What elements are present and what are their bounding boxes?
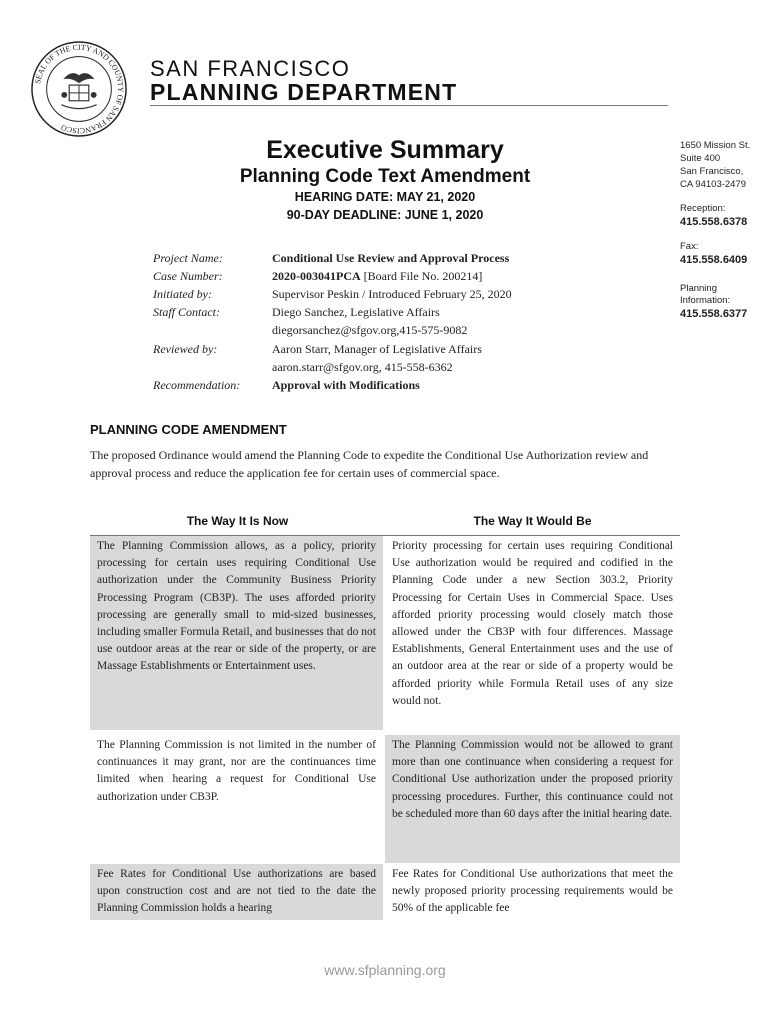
staff-contact-name: Diego Sanchez, Legislative Affairs [272, 305, 440, 319]
staff-contact-label: Staff Contact: [153, 305, 220, 319]
column-header-now: The Way It Is Now [186, 514, 289, 528]
city-seal-logo [30, 40, 128, 138]
column-header-would-be: The Way It Would Be [473, 514, 592, 528]
table-cell-would-be: Priority processing for certain uses requiring Conditional Use authorization would be required and codified in the Planning Code under a new Section 303.2, Priority Processing for Certain Uses in Commercial Space. Uses afforded priority processing would closely match those allowed under the CB3P with four differences. Massage Establishments, General Entertainment uses and the use of an outdoor area at the rear or side of a property would be afforded priority while Formula Retail uses of any size would not. [392, 540, 673, 707]
org-name-city: SAN FRANCISCO [150, 56, 351, 81]
section-heading: PLANNING CODE AMENDMENT [90, 422, 287, 437]
recommendation-label: Recommendation: [153, 378, 241, 392]
address-line-4: CA 94103-2479 [680, 179, 747, 190]
recommendation-value: Approval with Modifications [272, 378, 420, 392]
hearing-date: HEARING DATE: MAY 21, 2020 [294, 190, 476, 204]
reviewed-by-name: Aaron Starr, Manager of Legislative Affairs [272, 342, 482, 356]
fax-label: Fax: [680, 241, 699, 252]
project-name-value: Conditional Use Review and Approval Process [272, 251, 510, 265]
org-name-department: PLANNING DEPARTMENT [150, 79, 458, 105]
planning-info-label-2: Information: [680, 295, 731, 306]
fax-phone: 415.558.6409 [680, 254, 748, 266]
table-cell-would-be: The Planning Commission would not be allowed to grant more than one continuance when considering a request for Conditional Use authorization under the proposed priority processing procedures. Further, this continuance could not be scheduled more than 60 days after the initial hearing date. [385, 735, 680, 863]
planning-info-label: Planning [680, 283, 717, 294]
staff-contact-email: diegorsanchez@sfgov.org,415-575-9082 [272, 323, 468, 337]
intro-paragraph: The proposed Ordinance would amend the Planning Code to expedite the Conditional Use Authorization review and approval process and reduce the application fee for certain uses of commercial space. [90, 448, 649, 480]
planning-info-phone: 415.558.6377 [680, 308, 748, 320]
footer-url: www.sfplanning.org [324, 962, 446, 978]
table-cell-now: The Planning Commission allows, as a policy, priority processing for certain uses requiring Conditional Use authorization under the Community Business Priority Processing Program (CB3P). The uses afforded priority processing are generally small to mid-sized businesses, including smaller Formula Retail, and businesses that do not use outdoor areas at the rear or side of the property, or are Massage Establishments or Entertainment uses. [90, 536, 383, 730]
address-line-2: Suite 400 [680, 153, 721, 164]
table-cell-now: Fee Rates for Conditional Use authorizations are based upon construction cost and are not tied to the date the Planning Commission holds a hearing [90, 864, 383, 920]
address-line-1: 1650 Mission St. [680, 140, 751, 151]
table-cell-now: The Planning Commission is not limited in the number of continuances it may grant, nor are the continuances time limited when hearing a request for Conditional Use authorization under CB3P. [97, 739, 376, 803]
header-divider [150, 105, 668, 106]
case-number-value: 2020-003041PCA [Board File No. 200214] [272, 269, 483, 283]
table-cell-would-be: Fee Rates for Conditional Use authorizations that meet the newly proposed priority processing requirements would be 50% of the applicable fee [392, 868, 673, 915]
deadline-date: 90-DAY DEADLINE: JUNE 1, 2020 [286, 208, 484, 222]
reception-label: Reception: [680, 203, 726, 214]
case-number-label: Case Number: [153, 269, 223, 283]
initiated-by-label: Initiated by: [153, 287, 212, 301]
initiated-by-value: Supervisor Peskin / Introduced February 25, 2020 [272, 287, 512, 301]
svg-text:SEAL OF THE CITY AND COUNTY OF: SEAL OF THE CITY AND COUNTY OF SAN FRANCISCO [33, 42, 126, 136]
reviewed-by-email: aaron.starr@sfgov.org, 415-558-6362 [272, 360, 453, 374]
project-name-label: Project Name: [153, 251, 223, 265]
reviewed-by-label: Reviewed by: [153, 342, 218, 356]
reception-phone: 415.558.6378 [680, 216, 748, 228]
address-line-3: San Francisco, [680, 166, 744, 177]
document-title: Executive Summary [266, 136, 504, 164]
document-subtitle: Planning Code Text Amendment [239, 166, 531, 187]
